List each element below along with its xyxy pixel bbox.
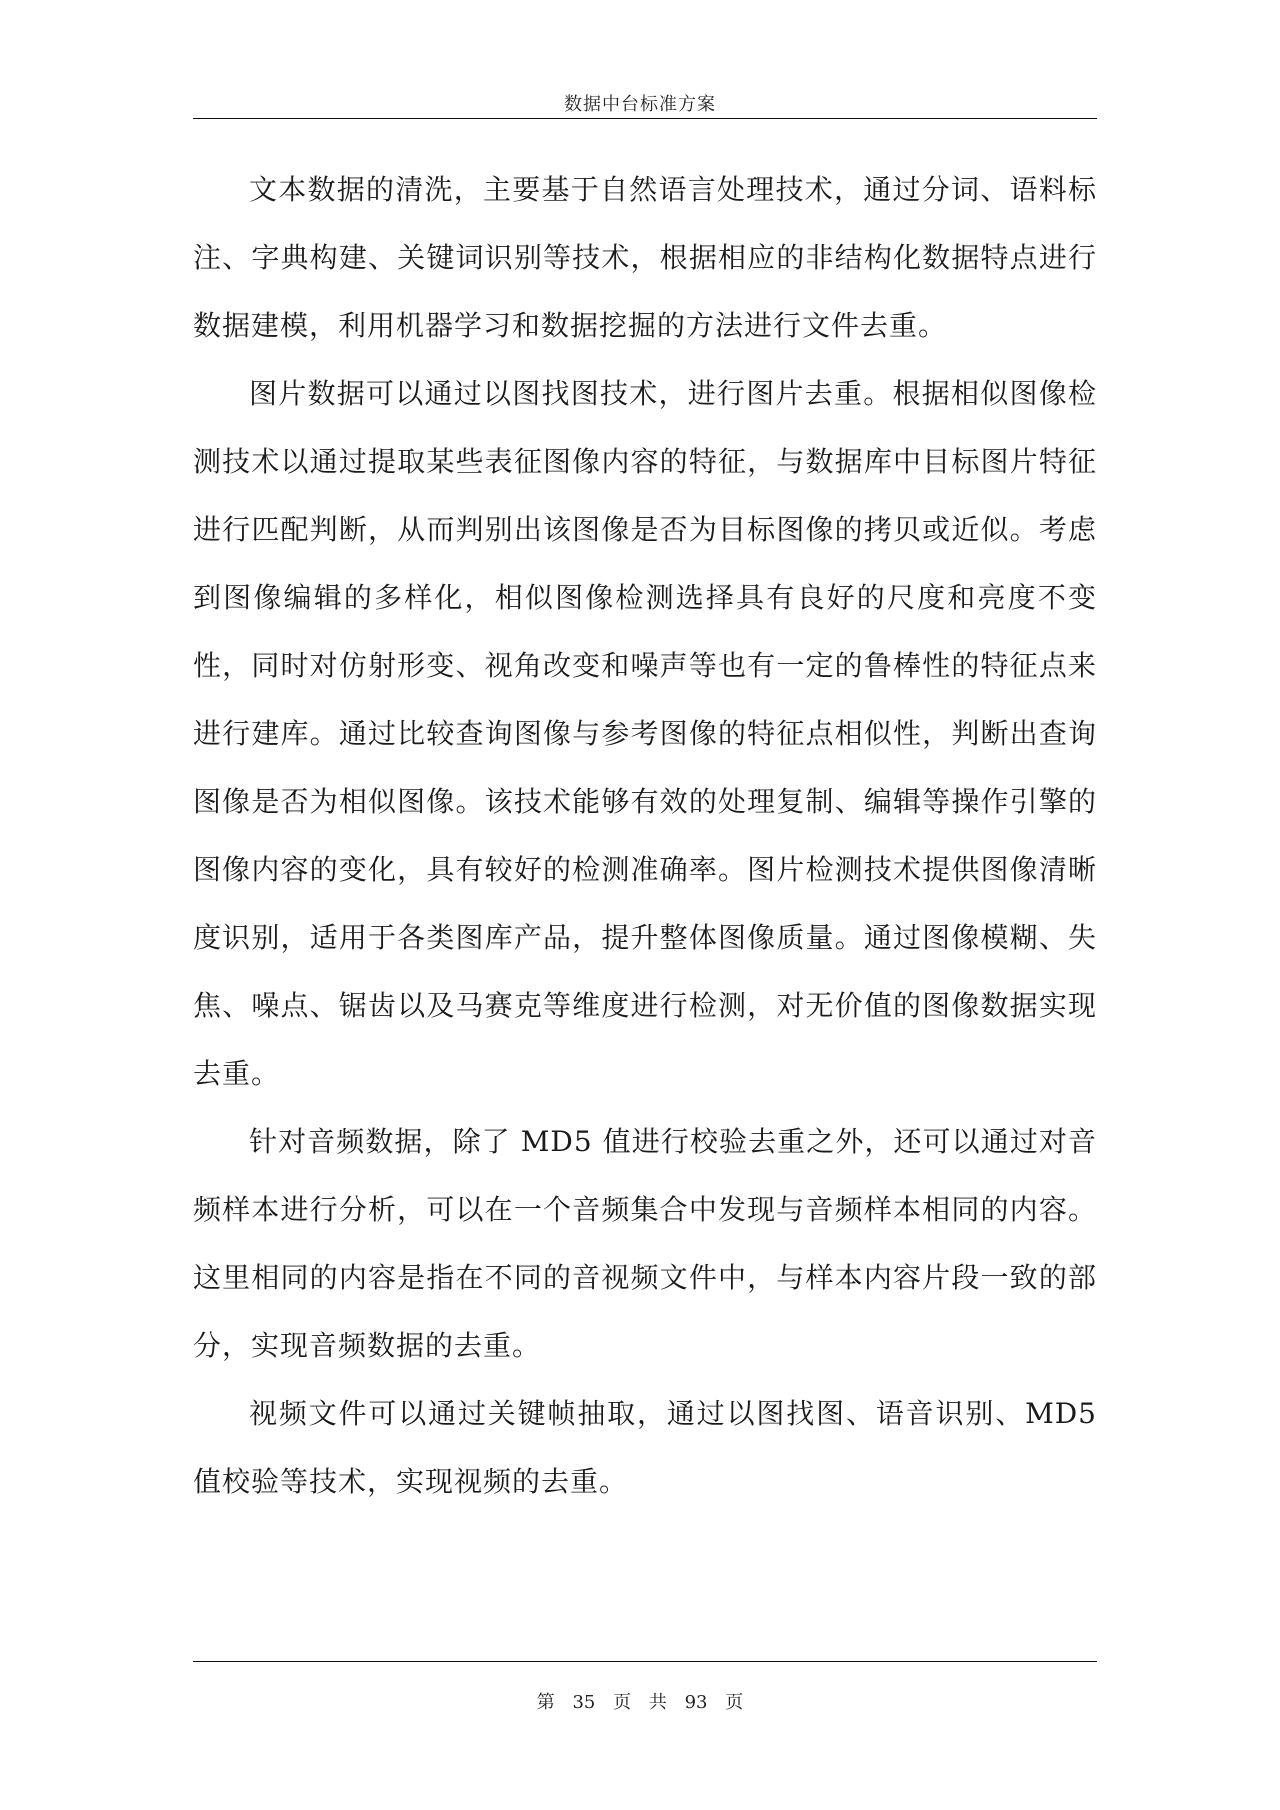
page-footer xyxy=(0,1688,1280,1714)
footer-divider xyxy=(193,1661,1097,1662)
paragraph-video-dedup: 视频文件可以通过关键帧抽取，通过以图找图、语音识别、MD5 值校验等技术，实现视频的去重。 xyxy=(193,1397,1097,1498)
header-divider xyxy=(193,118,1097,119)
footer-prefix: 第 xyxy=(536,1692,555,1713)
paragraph-text-dedup: 文本数据的清洗，主要基于自然语言处理技术，通过分词、语料标注、字典构建、关键词识别等技术，根据相应的非结构化数据特点进行数据建模，利用机器学习和数据挖掘的方法进行文件去重。 xyxy=(193,173,1097,342)
footer-page-word: 页 xyxy=(613,1692,632,1713)
paragraph-audio-dedup: 针对音频数据，除了 MD5 值进行校验去重之外，还可以通过对音频样本进行分析，可以在一个音频集合中发现与音频样本相同的内容。这里相同的内容是指在不同的音视频文件中，与样本内容片段一致的部分，实现音频数据的去重。 xyxy=(193,1125,1097,1362)
total-page-count: 93 xyxy=(684,1692,708,1713)
page-header-title: 数据中台标准方案 xyxy=(564,94,716,115)
current-page-number: 35 xyxy=(572,1692,596,1713)
document-body xyxy=(193,156,1097,1516)
footer-suffix: 页 xyxy=(725,1692,744,1713)
paragraph-image-dedup: 图片数据可以通过以图找图技术，进行图片去重。根据相似图像检测技术以通过提取某些表征图像内容的特征，与数据库中目标图片特征进行匹配判断，从而判别出该图像是否为目标图像的拷贝或近似。考虑到图像编辑的多样化，相似图像检测选择具有良好的尺度和亮度不变性，同时对仿射形变、视角改变和噪声等也有一定的鲁棒性的特征点来进行建库。通过比较查询图像与参考图像的特征点相似性，判断出查询图像是否为相似图像。该技术能够有效的处理复制、编辑等操作引擎的图像内容的变化，具有较好的检测准确率。图片检测技术提供图像清晰度识别，适用于各类图库产品，提升整体图像质量。通过图像模糊、失焦、噪点、锯齿以及马赛克等维度进行检测，对无价值的图像数据实现去重。 xyxy=(193,377,1097,1090)
footer-total-word: 共 xyxy=(648,1692,667,1713)
